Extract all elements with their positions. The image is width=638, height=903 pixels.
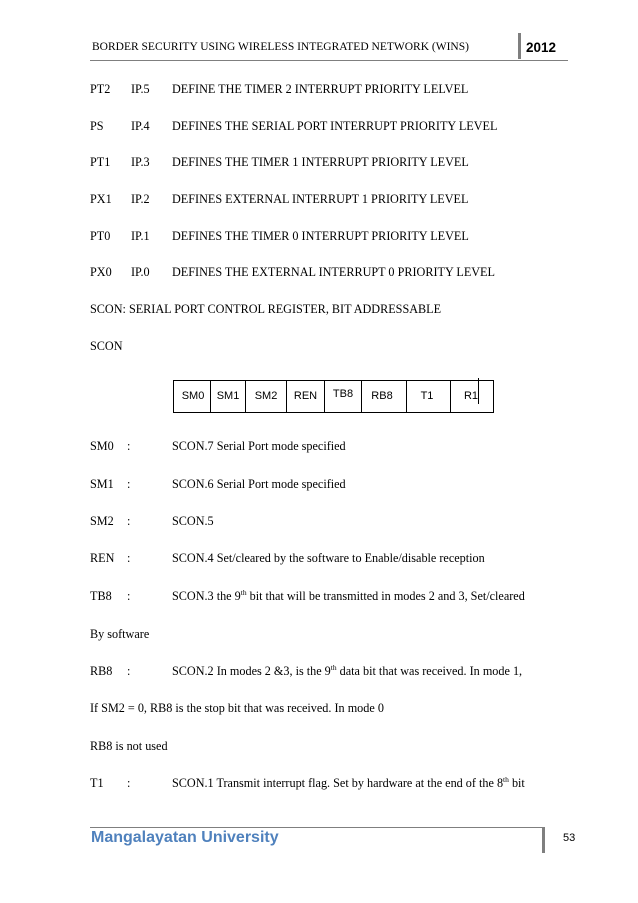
bit-name: REN [90,551,115,565]
header-year: 2012 [526,40,557,55]
bit-description: DEFINES THE TIMER 0 INTERRUPT PRIORITY LEVEL [172,229,469,243]
register-cell-ren: REN [293,390,318,402]
register-cell-rb8: RB8 [371,390,393,402]
colon: : [127,589,131,603]
register-cell-r1: R1 [463,390,479,402]
register-cell-tb8: TB8 [332,388,354,400]
header-divider [518,33,521,59]
bit-description: DEFINES THE TIMER 1 INTERRUPT PRIORITY LEVEL [172,155,469,169]
bit-name: PT0 [90,229,111,243]
cell-divider [210,381,211,412]
bit-description: SCON.6 Serial Port mode specified [172,477,346,491]
bit-description: SCON.3 the 9th bit that will be transmitted in modes 2 and 3, Set/cleared [172,588,525,603]
bit-name: TB8 [90,589,112,603]
bit-address: IP.0 [131,265,150,279]
bit-description: SCON.7 Serial Port mode specified [172,439,346,453]
bit-address: IP.4 [131,119,150,133]
register-cell-sm2: SM2 [254,390,278,402]
bit-name: PT1 [90,155,111,169]
scon-register-table [173,380,494,413]
scon-label: SCON [90,339,123,353]
bit-address: IP.2 [131,192,150,206]
continuation-text: RB8 is not used [90,739,168,753]
bit-address: IP.3 [131,155,150,169]
colon: : [127,551,131,565]
cell-mark [478,378,479,404]
bit-name: SM2 [90,514,114,528]
header-title: BORDER SECURITY USING WIRELESS INTEGRATED NETWORK (WINS) [92,41,469,53]
register-cell-sm0: SM0 [181,390,205,402]
bit-description: SCON.4 Set/cleared by the software to Enable/disable reception [172,551,485,565]
continuation-text: By software [90,627,150,641]
bit-description: DEFINES THE SERIAL PORT INTERRUPT PRIORITY LEVEL [172,119,498,133]
bit-description: SCON.5 [172,514,214,528]
footer-rule [90,827,544,828]
colon: : [127,439,131,453]
register-cell-t1: T1 [420,390,434,402]
bit-name: T1 [90,776,104,790]
bit-description: SCON.1 Transmit interrupt flag. Set by hardware at the end of the 8th bit [172,775,525,790]
bit-address: IP.1 [131,229,150,243]
bit-description: DEFINE THE TIMER 2 INTERRUPT PRIORITY LELVEL [172,82,469,96]
colon: : [127,664,131,678]
bit-name: PX1 [90,192,112,206]
bit-description: DEFINES EXTERNAL INTERRUPT 1 PRIORITY LEVEL [172,192,469,206]
bit-description: DEFINES THE EXTERNAL INTERRUPT 0 PRIORITY LEVEL [172,265,495,279]
bit-name: RB8 [90,664,113,678]
footer-divider [542,827,545,853]
bit-name: PS [90,119,104,133]
continuation-text: If SM2 = 0, RB8 is the stop bit that was received. In mode 0 [90,701,384,715]
register-cell-sm1: SM1 [216,390,240,402]
bit-name: SM0 [90,439,114,453]
bit-name: PX0 [90,265,112,279]
page-number: 53 [563,832,576,844]
colon: : [127,776,131,790]
header-rule [90,60,568,61]
colon: : [127,514,131,528]
bit-name: SM1 [90,477,114,491]
bit-description: SCON.2 In modes 2 &3, is the 9th data bit that was received. In mode 1, [172,663,523,678]
colon: : [127,477,131,491]
footer-university-name: Mangalayatan University [91,829,279,846]
scon-heading: SCON: SERIAL PORT CONTROL REGISTER, BIT ADDRESSABLE [90,302,442,316]
bit-name: PT2 [90,82,111,96]
bit-address: IP.5 [131,82,150,96]
